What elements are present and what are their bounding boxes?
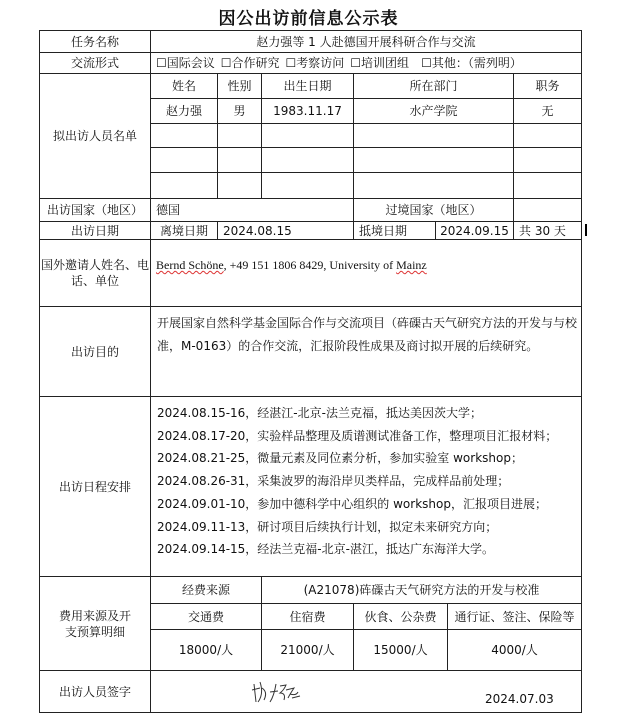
- empty-cell: [217, 172, 262, 199]
- task-label: 任务名称: [39, 30, 151, 53]
- empty-cell: [217, 123, 262, 148]
- inviter-name: Bernd Schöne: [156, 258, 224, 272]
- inviter-contact: , +49 151 1806 8429, University of: [223, 258, 397, 272]
- schedule-item: 2024.08.17-20，实验样品整理及质谱测试准备工作，整理项目汇报材料；: [157, 428, 558, 443]
- empty-cell: [513, 123, 582, 148]
- empty-cell: [353, 147, 514, 173]
- transit-value: [513, 198, 582, 222]
- schedule-item: 2024.09.14-15，经法兰克福-北京-湛江，抵达广东海洋大学。: [157, 542, 494, 557]
- empty-cell: [261, 123, 354, 148]
- amount-visa: 4000/人: [447, 629, 582, 671]
- depart-date: 2024.08.15: [217, 221, 354, 240]
- inviter-label: 国外邀请人姓名、电话、单位: [39, 239, 151, 307]
- empty-cell: [150, 123, 218, 148]
- budget-label: 费用来源及开支预算明细: [39, 576, 151, 671]
- option-training[interactable]: ☐培训团组: [350, 56, 410, 70]
- option-inspection[interactable]: ☐考察访问: [285, 56, 345, 70]
- person-position: 无: [513, 98, 582, 124]
- header-gender: 性别: [217, 73, 262, 99]
- empty-cell: [353, 172, 514, 199]
- header-lodging: 住宿费: [261, 603, 354, 630]
- transit-label: 过境国家（地区）: [353, 198, 514, 222]
- text-cursor: [585, 224, 587, 236]
- schedule-item: 2024.09.01-10，参加中德科学中心组织的 workshop，汇报项目进展；: [157, 496, 547, 511]
- total-days: 共 30 天: [513, 221, 582, 240]
- header-meals: 伙食、公杂费: [353, 603, 448, 630]
- task-value: 赵力强等 1 人赴德国开展科研合作与交流: [150, 30, 582, 53]
- inviter-org-word: Mainz: [396, 258, 427, 272]
- empty-cell: [353, 123, 514, 148]
- source-label: 经费来源: [150, 576, 262, 604]
- personnel-label: 拟出访人员名单: [39, 73, 151, 199]
- country-label: 出访国家（地区）: [39, 198, 151, 222]
- empty-cell: [261, 147, 354, 173]
- empty-cell: [261, 172, 354, 199]
- empty-cell: [513, 172, 582, 199]
- person-name: 赵力强: [150, 98, 218, 124]
- header-visa: 通行证、签注、保险等: [447, 603, 582, 630]
- empty-cell: [513, 147, 582, 173]
- header-transport: 交通费: [150, 603, 262, 630]
- schedule-label: 出访日程安排: [39, 396, 151, 577]
- source-value: (A21078)砗磲古天气研究方法的开发与校准: [261, 576, 582, 604]
- exchange-options: [150, 52, 582, 74]
- header-birthdate: 出生日期: [261, 73, 354, 99]
- handwritten-signature: [250, 676, 310, 706]
- option-other[interactable]: ☐其他：（需列明）: [421, 56, 522, 70]
- purpose-label: 出访目的: [39, 306, 151, 397]
- page-title: 因公出访前信息公示表: [218, 9, 399, 29]
- empty-cell: [217, 147, 262, 173]
- signature-date: 2024.07.03: [485, 692, 554, 706]
- dates-label: 出访日期: [39, 221, 151, 240]
- empty-cell: [150, 147, 218, 173]
- country-value: 德国: [150, 198, 354, 222]
- schedule-item: 2024.09.11-13，研讨项目后续执行计划，拟定未来研究方向；: [157, 519, 498, 534]
- schedule-item: 2024.08.26-31，采集波罗的海沿岸贝类样品，完成样品前处理；: [157, 474, 510, 489]
- return-date: 2024.09.15: [435, 221, 514, 240]
- amount-meals: 15000/人: [353, 629, 448, 671]
- depart-label: 离境日期: [150, 221, 218, 240]
- header-name: 姓名: [150, 73, 218, 99]
- amount-lodging: 21000/人: [261, 629, 354, 671]
- person-department: 水产学院: [353, 98, 514, 124]
- signature-label: 出访人员签字: [39, 670, 151, 713]
- schedule-list: [157, 402, 557, 561]
- person-gender: 男: [217, 98, 262, 124]
- inviter-value: [150, 239, 582, 307]
- return-label: 抵境日期: [353, 221, 436, 240]
- empty-cell: [150, 172, 218, 199]
- option-cooperation[interactable]: ☐合作研究: [220, 56, 280, 70]
- header-position: 职务: [513, 73, 582, 99]
- schedule-item: 2024.08.21-25，微量元素及同位素分析，参加实验室 workshop；: [157, 451, 523, 466]
- amount-transport: 18000/人: [150, 629, 262, 671]
- purpose-text: 开展国家自然科学基金国际合作与交流项目（砗磲古天气研究方法的开发与与校准，M-0163）的合作交流，汇报阶段性成果及商讨拟开展的后续研究。: [157, 316, 578, 353]
- schedule-item: 2024.08.15-16，经湛江-北京-法兰克福，抵达美因茨大学；: [157, 406, 482, 420]
- exchange-label: 交流形式: [39, 52, 151, 74]
- header-department: 所在部门: [353, 73, 514, 99]
- person-birthdate: 1983.11.17: [261, 98, 354, 124]
- option-conference[interactable]: ☐国际会议: [156, 56, 215, 70]
